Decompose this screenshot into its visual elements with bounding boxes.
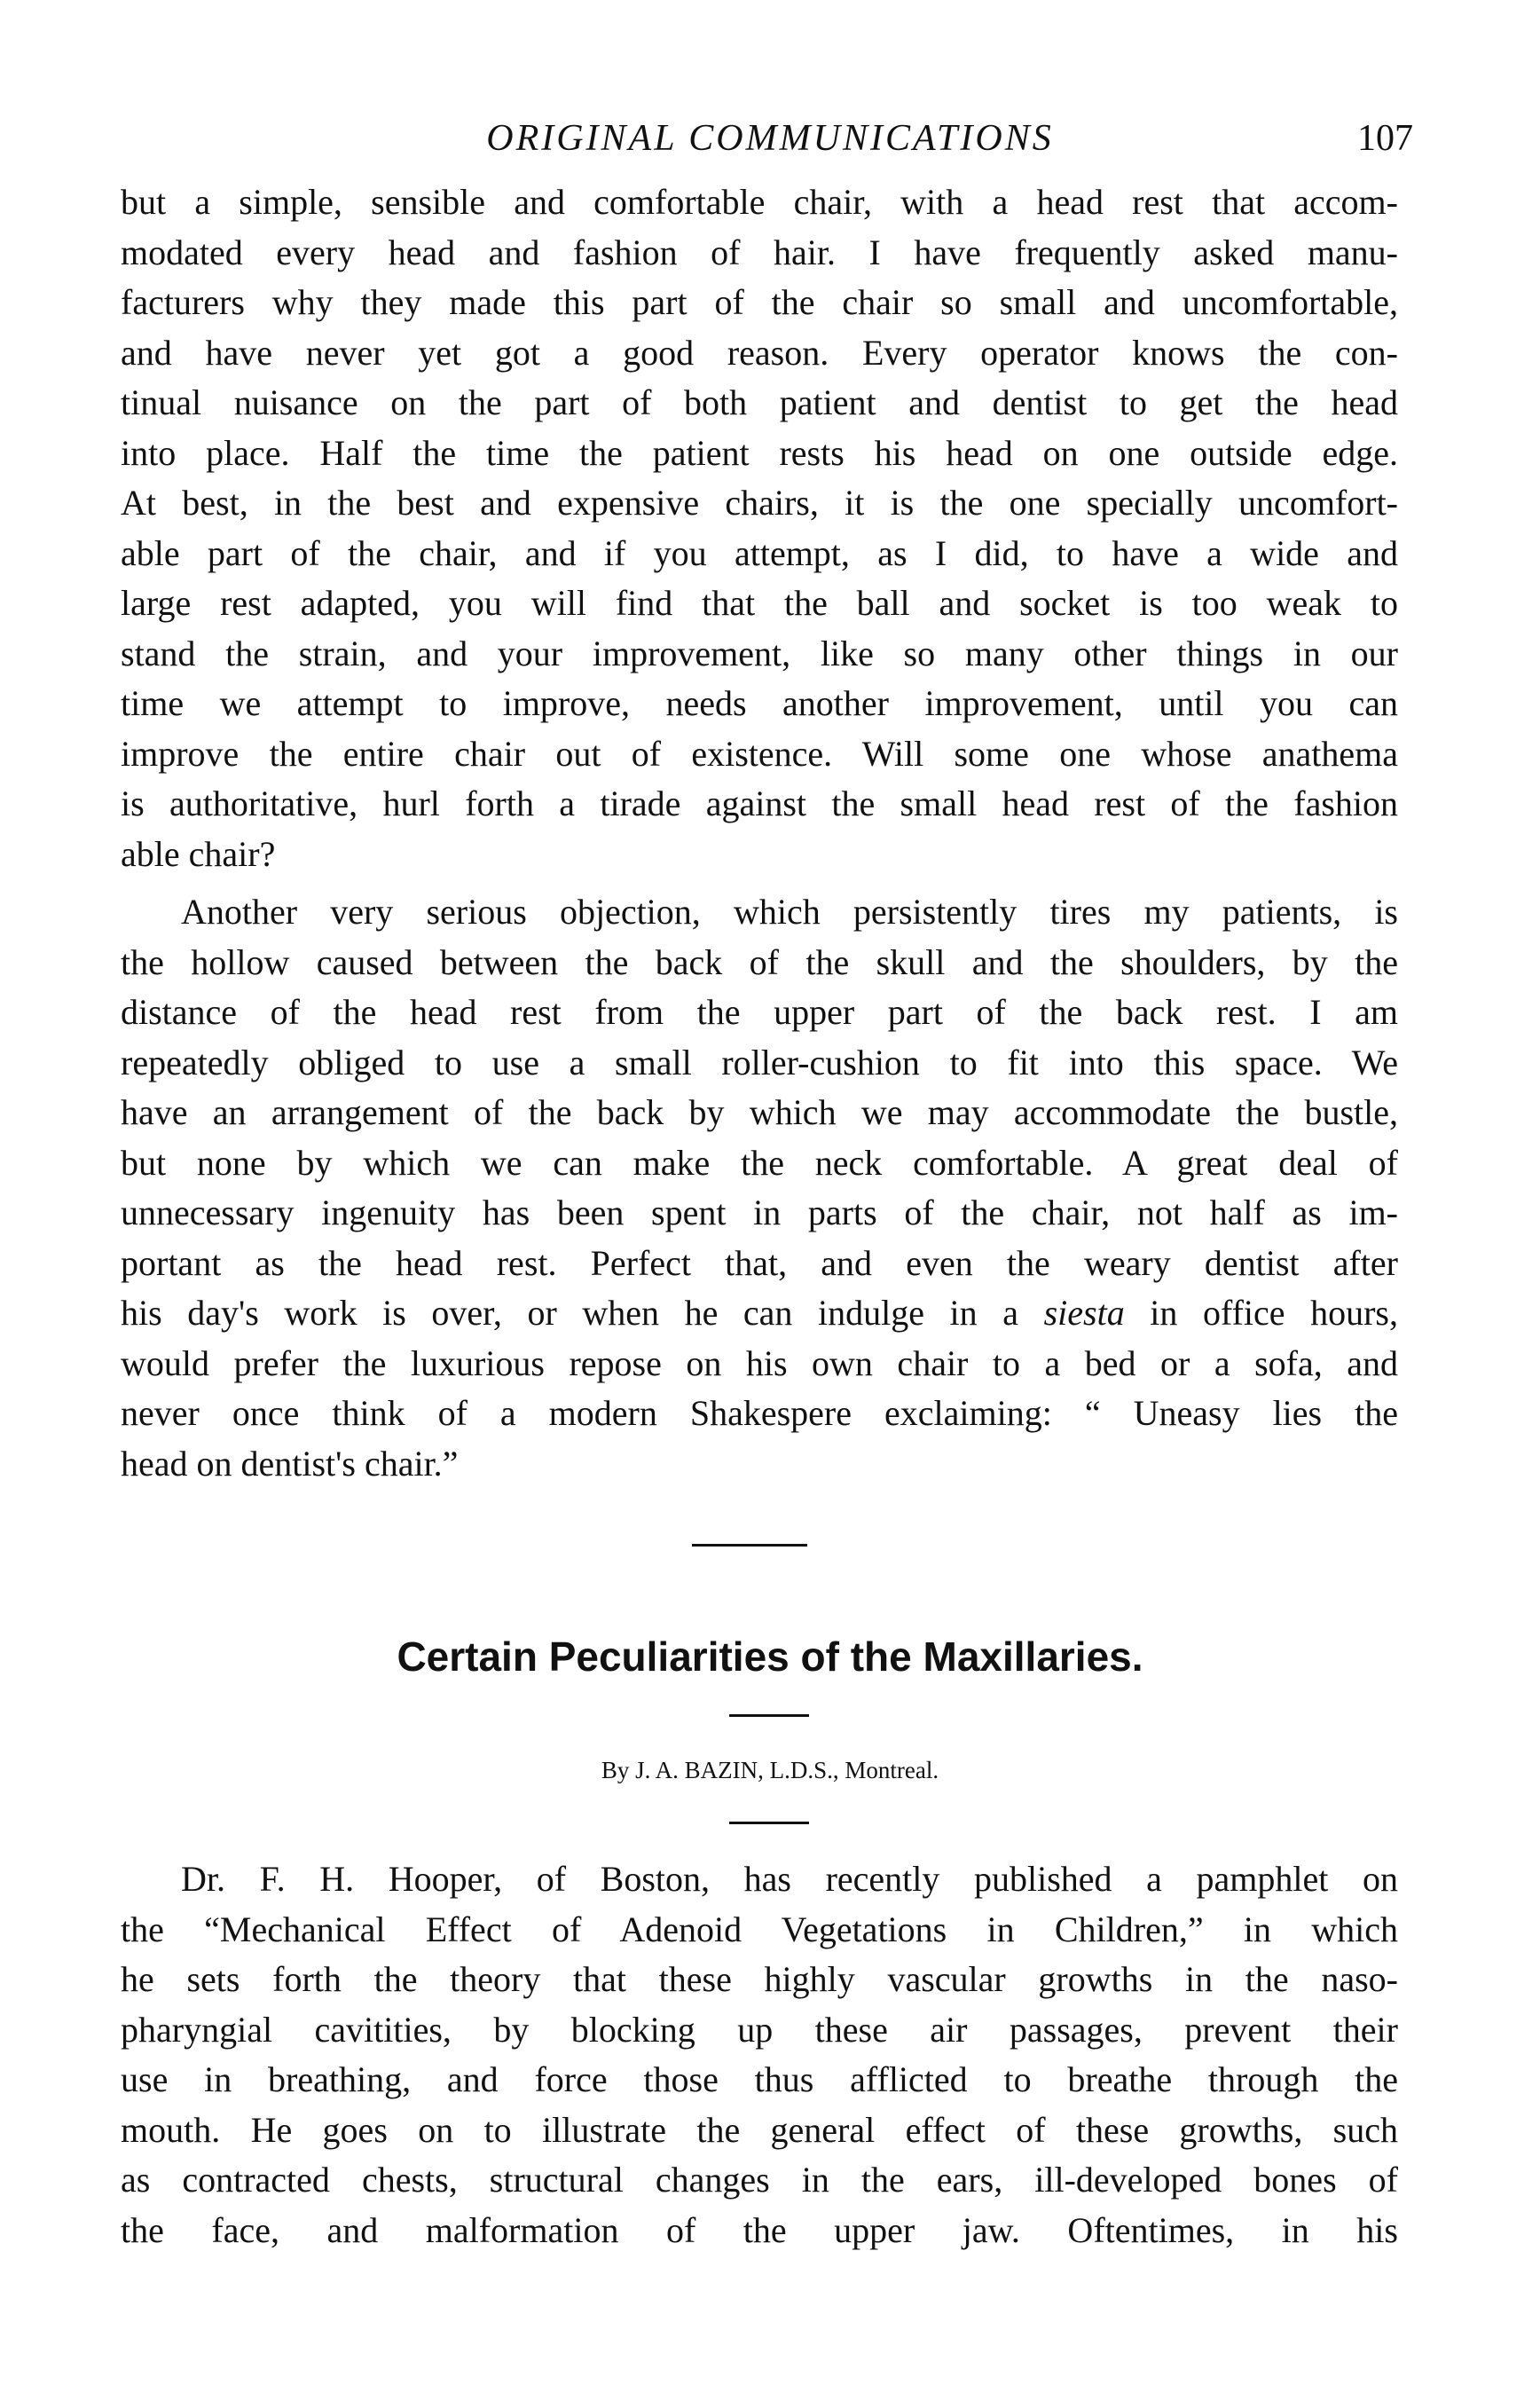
text-line: as contracted chests, structural changes in the ears, ill-developed bones of: [121, 2160, 1398, 2200]
title-rule: [729, 1714, 809, 1717]
text-line: the “Mechanical Effect of Adenoid Vegetations in Children,” in which: [121, 1909, 1398, 1949]
text-line: would prefer the luxurious repose on his own chair to a bed or a sofa, and: [121, 1342, 1398, 1383]
text-line: tinual nuisance on the part of both patient and dentist to get the head: [121, 382, 1398, 422]
text-line: distance of the head rest from the upper part of the back rest. I am: [121, 992, 1398, 1032]
text-line: head on dentist's chair.”: [121, 1443, 459, 1484]
text-line: facturers why they made this part of the chair so small and uncomfortable,: [121, 282, 1398, 322]
text-line: At best, in the best and expensive chairs, it is the one specially uncomfort-: [121, 483, 1398, 523]
text-line: have an arrangement of the back by which we may accommodate the bustle,: [121, 1092, 1398, 1132]
text-line: into place. Half the time the patient rests his head on one outside edge.: [121, 432, 1398, 473]
text-line: large rest adapted, you will find that the ball and socket is too weak to: [121, 583, 1398, 623]
text-line: use in breathing, and force those thus afflicted to breathe through the: [121, 2059, 1398, 2099]
article-paragraph: [121, 1854, 1398, 2255]
text-line: his day's work is over, or when he can indulge in a siesta in office hours,: [121, 1293, 1398, 1333]
text-line: modated every head and fashion of hair. I have frequently asked manu-: [121, 232, 1398, 272]
byline-rule: [729, 1822, 809, 1824]
text-line: stand the strain, and your improvement, like so many other things in our: [121, 633, 1398, 673]
text-line: the face, and malformation of the upper jaw. Oftentimes, in his: [121, 2209, 1398, 2250]
text-line: never once think of a modern Shakespere exclaiming: “ Uneasy lies the: [121, 1393, 1398, 1433]
text-line: the hollow caused between the back of the skull and the shoulders, by the: [121, 941, 1398, 982]
article-byline: By J. A. BAZIN, L.D.S., Montreal.: [601, 1757, 939, 1783]
text-line: repeatedly obliged to use a small roller-cushion to fit into this space. We: [121, 1042, 1398, 1082]
text-line: he sets forth the theory that these highly vascular growths in the naso-: [121, 1959, 1398, 1999]
paragraph-head-rest-objection: [121, 887, 1398, 1489]
text-line: is authoritative, hurl forth a tirade against the small head rest of the fashion: [121, 783, 1398, 823]
text-line: pharyngial cavitities, by blocking up these air passages, prevent their: [121, 2009, 1398, 2050]
text-line: and have never yet got a good reason. Every operator knows the con-: [121, 332, 1398, 373]
text-line: Another very serious objection, which persistently tires my patients, is: [181, 892, 1398, 932]
text-line: portant as the head rest. Perfect that, and even the weary dentist after: [121, 1242, 1398, 1283]
text-line: mouth. He goes on to illustrate the general effect of these growths, such: [121, 2109, 1398, 2150]
article-title: Certain Peculiarities of the Maxillaries.: [397, 1633, 1143, 1680]
text-line: unnecessary ingenuity has been spent in parts of the chair, not half as im-: [121, 1192, 1398, 1232]
text-line: but none by which we can make the neck comfortable. A great deal of: [121, 1142, 1398, 1183]
text-line: improve the entire chair out of existence. Will some one whose anathema: [121, 733, 1398, 774]
text-line: but a simple, sensible and comfortable chair, with a head rest that accom-: [121, 182, 1398, 222]
section-divider: [692, 1544, 807, 1547]
paragraph-continued: [121, 177, 1398, 879]
page-number: 107: [1357, 118, 1413, 159]
running-title: ORIGINAL COMMUNICATIONS: [486, 118, 1054, 159]
text-line: able part of the chair, and if you attempt, as I did, to have a wide and: [121, 532, 1398, 573]
text-line: Dr. F. H. Hooper, of Boston, has recently published a pamphlet on: [181, 1859, 1398, 1899]
text-line: time we attempt to improve, needs another improvement, until you can: [121, 683, 1398, 723]
text-line: able chair?: [121, 833, 276, 874]
